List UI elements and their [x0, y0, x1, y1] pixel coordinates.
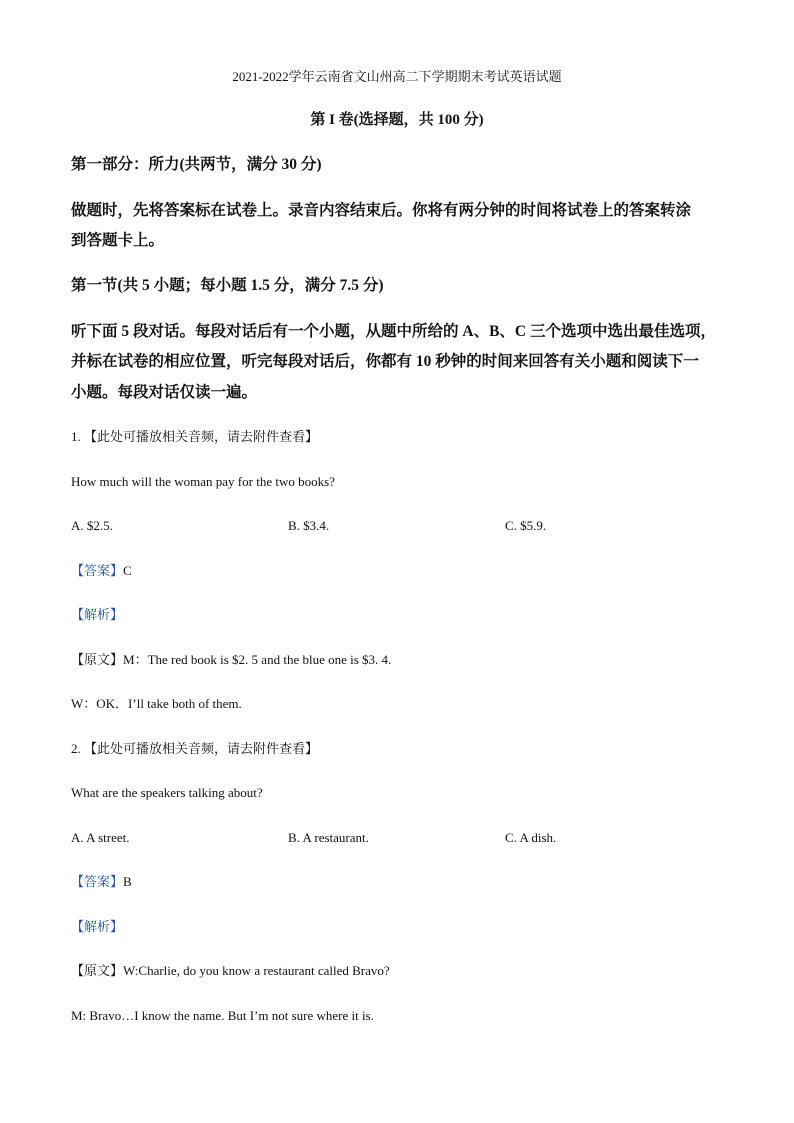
- transcript-text: M：The red book is $2. 5 and the blue one is $3. 4.: [123, 652, 392, 667]
- instruction2-line-3: 小题。每段对话仅读一遍。: [71, 384, 258, 401]
- option-c: C. $5.9.: [505, 518, 547, 533]
- option-c: C. A dish.: [505, 830, 557, 845]
- answer-tag: 【答案】: [71, 874, 124, 889]
- part-heading: 第一部分：所力(共两节，满分 30 分): [71, 156, 322, 173]
- answer-line: [71, 562, 132, 580]
- transcript-line-1: [71, 651, 391, 669]
- transcript-text: W:Charlie, do you know a restaurant called Bravo?: [123, 963, 390, 978]
- answer-line: [71, 873, 132, 891]
- transcript-line-2: W：OK．I’ll take both of them.: [71, 696, 242, 711]
- option-b: B. $3.4.: [288, 518, 330, 533]
- answer-tag: 【答案】: [71, 563, 124, 578]
- original-tag: 【原文】: [71, 652, 124, 667]
- original-tag: 【原文】: [71, 963, 124, 978]
- option-a: A. $2.5.: [71, 518, 113, 533]
- instruction2-line-2: 并标在试卷的相应位置，听完每段对话后，你都有 10 秒钟的时间来回答有关小题和阅读下一: [71, 353, 699, 370]
- volume-heading: 第 I 卷(选择题，共 100 分): [310, 112, 484, 128]
- answer-value: B: [123, 874, 132, 889]
- document-title: 2021-2022学年云南省文山州高二下学期期末考试英语试题: [232, 69, 562, 84]
- question-text: What are the speakers talking about?: [71, 785, 263, 800]
- option-a: A. A street.: [71, 830, 130, 845]
- answer-value: C: [123, 563, 132, 578]
- analysis-tag: 【解析】: [71, 919, 124, 934]
- instruction-line-2: 到答题卡上。: [71, 232, 165, 249]
- question-text: How much will the woman pay for the two books?: [71, 474, 335, 489]
- option-b: B. A restaurant.: [288, 830, 369, 845]
- question-number-audio: 1. 【此处可播放相关音频，请去附件查看】: [71, 429, 319, 444]
- question-number-audio: 2. 【此处可播放相关音频，请去附件查看】: [71, 741, 319, 756]
- instruction-line-1: 做题时，先将答案标在试卷上。录音内容结束后。你将有两分钟的时间将试卷上的答案转涂: [71, 202, 692, 219]
- analysis-tag: 【解析】: [71, 607, 124, 622]
- instruction2-line-1: 听下面 5 段对话。每段对话后有一个小题，从题中所给的 A、B、C 三个选项中选出最佳选项，: [71, 323, 716, 340]
- transcript-line-2: M: Bravo…I know the name. But I’m not sure where it is.: [71, 1008, 374, 1023]
- transcript-line-1: [71, 962, 390, 980]
- section-heading: 第一节(共 5 小题；每小题 1.5 分，满分 7.5 分): [71, 277, 384, 294]
